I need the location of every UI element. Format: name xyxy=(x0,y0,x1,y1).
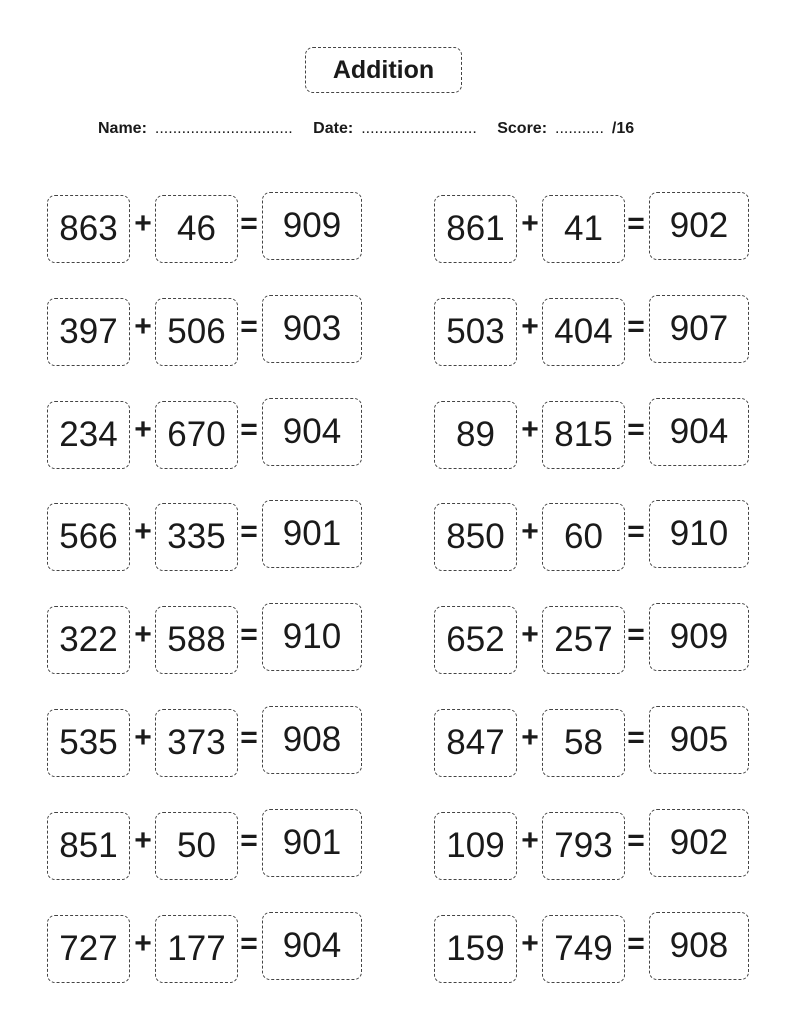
name-label: Name: xyxy=(98,120,147,137)
plus-sign: + xyxy=(134,515,152,548)
sum-box[interactable]: 901 xyxy=(262,809,362,877)
equals-sign: = xyxy=(627,207,645,240)
addend-b-box: 404 xyxy=(542,298,625,366)
addend-b-box: 815 xyxy=(542,401,625,469)
addend-a-box: 861 xyxy=(434,195,517,263)
addend-b-box: 60 xyxy=(542,503,625,571)
student-info-line xyxy=(98,120,718,138)
equals-sign: = xyxy=(627,618,645,651)
addend-b-box: 749 xyxy=(542,915,625,983)
addend-b-box: 177 xyxy=(155,915,238,983)
plus-sign: + xyxy=(134,927,152,960)
plus-sign: + xyxy=(134,413,152,446)
equals-sign: = xyxy=(627,310,645,343)
addend-a-box: 503 xyxy=(434,298,517,366)
sum-box[interactable]: 907 xyxy=(649,295,749,363)
score-blank: ........... xyxy=(555,120,604,137)
addend-a-box: 89 xyxy=(434,401,517,469)
worksheet-title: Addition xyxy=(305,47,462,93)
addend-a-box: 159 xyxy=(434,915,517,983)
addend-b-box: 335 xyxy=(155,503,238,571)
score-field[interactable] xyxy=(497,120,642,137)
addend-a-box: 863 xyxy=(47,195,130,263)
addend-b-box: 506 xyxy=(155,298,238,366)
plus-sign: + xyxy=(521,927,539,960)
sum-box[interactable]: 904 xyxy=(649,398,749,466)
sum-box[interactable]: 909 xyxy=(649,603,749,671)
equals-sign: = xyxy=(240,927,258,960)
sum-box[interactable]: 904 xyxy=(262,398,362,466)
equals-sign: = xyxy=(627,721,645,754)
addend-a-box: 535 xyxy=(47,709,130,777)
addend-b-box: 793 xyxy=(542,812,625,880)
date-blank: .......................... xyxy=(361,120,477,137)
plus-sign: + xyxy=(134,618,152,651)
sum-box[interactable]: 903 xyxy=(262,295,362,363)
sum-box[interactable]: 910 xyxy=(262,603,362,671)
addend-a-box: 322 xyxy=(47,606,130,674)
addend-b-box: 46 xyxy=(155,195,238,263)
date-field[interactable] xyxy=(313,120,485,137)
addend-a-box: 109 xyxy=(434,812,517,880)
plus-sign: + xyxy=(521,413,539,446)
score-label: Score: xyxy=(497,120,548,137)
addend-b-box: 373 xyxy=(155,709,238,777)
name-field[interactable] xyxy=(98,120,301,137)
addend-b-box: 588 xyxy=(155,606,238,674)
equals-sign: = xyxy=(240,721,258,754)
addend-a-box: 397 xyxy=(47,298,130,366)
addend-b-box: 41 xyxy=(542,195,625,263)
plus-sign: + xyxy=(521,207,539,240)
sum-box[interactable]: 908 xyxy=(649,912,749,980)
sum-box[interactable]: 910 xyxy=(649,500,749,568)
plus-sign: + xyxy=(521,824,539,857)
addend-a-box: 727 xyxy=(47,915,130,983)
equals-sign: = xyxy=(627,413,645,446)
sum-box[interactable]: 909 xyxy=(262,192,362,260)
date-label: Date: xyxy=(313,120,354,137)
plus-sign: + xyxy=(134,207,152,240)
addend-a-box: 652 xyxy=(434,606,517,674)
equals-sign: = xyxy=(240,310,258,343)
addend-b-box: 257 xyxy=(542,606,625,674)
sum-box[interactable]: 901 xyxy=(262,500,362,568)
sum-box[interactable]: 905 xyxy=(649,706,749,774)
equals-sign: = xyxy=(240,413,258,446)
equals-sign: = xyxy=(627,824,645,857)
addend-a-box: 566 xyxy=(47,503,130,571)
score-total: /16 xyxy=(611,120,635,137)
equals-sign: = xyxy=(627,515,645,548)
equals-sign: = xyxy=(627,927,645,960)
equals-sign: = xyxy=(240,207,258,240)
equals-sign: = xyxy=(240,824,258,857)
plus-sign: + xyxy=(134,721,152,754)
plus-sign: + xyxy=(134,310,152,343)
addend-b-box: 670 xyxy=(155,401,238,469)
plus-sign: + xyxy=(521,721,539,754)
addend-a-box: 851 xyxy=(47,812,130,880)
addend-b-box: 50 xyxy=(155,812,238,880)
plus-sign: + xyxy=(134,824,152,857)
sum-box[interactable]: 904 xyxy=(262,912,362,980)
addend-a-box: 234 xyxy=(47,401,130,469)
plus-sign: + xyxy=(521,310,539,343)
addend-a-box: 847 xyxy=(434,709,517,777)
name-blank: ............................... xyxy=(154,120,293,137)
equals-sign: = xyxy=(240,515,258,548)
addend-b-box: 58 xyxy=(542,709,625,777)
sum-box[interactable]: 902 xyxy=(649,192,749,260)
addend-a-box: 850 xyxy=(434,503,517,571)
sum-box[interactable]: 908 xyxy=(262,706,362,774)
sum-box[interactable]: 902 xyxy=(649,809,749,877)
plus-sign: + xyxy=(521,515,539,548)
plus-sign: + xyxy=(521,618,539,651)
equals-sign: = xyxy=(240,618,258,651)
